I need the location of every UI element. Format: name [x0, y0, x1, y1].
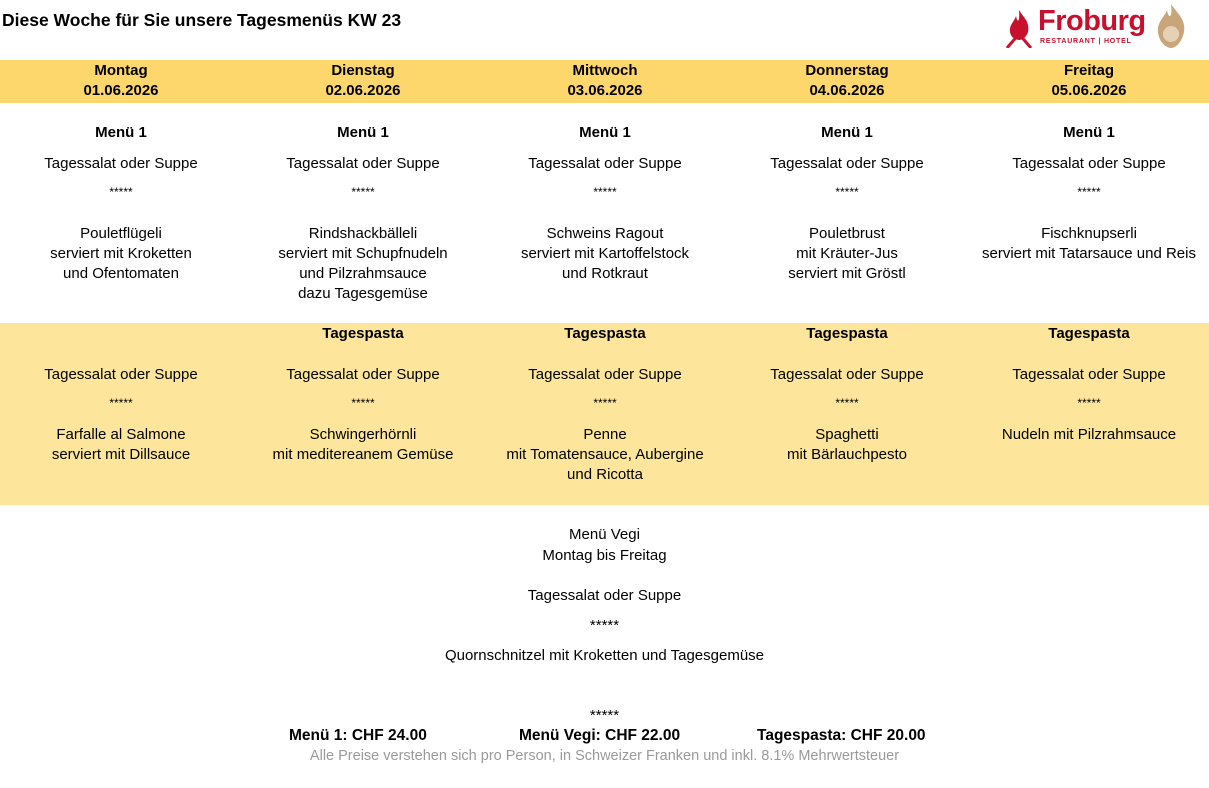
pasta-main: [968, 425, 1209, 445]
day-date: 04.06.2026: [809, 82, 885, 99]
pasta-starter: Tagessalat oder Suppe: [286, 366, 440, 383]
menu1-main-line: Schweins Ragout: [546, 225, 664, 242]
vegi-heading: Menü Vegi: [569, 526, 640, 543]
menu1-heading-cell: [968, 123, 1209, 143]
menu1-heading-cell: [726, 123, 968, 143]
menu1-heading: Menü 1: [821, 124, 873, 141]
pasta-main: [484, 425, 726, 485]
menu1-starter-cell: [0, 154, 242, 174]
pasta-starter: Tagessalat oder Suppe: [528, 366, 682, 383]
froburg-logo: [1004, 2, 1194, 52]
pasta-heading: Tagespasta: [564, 325, 646, 342]
menu1-starter-cell: [726, 154, 968, 174]
pasta-separator: *****: [593, 396, 617, 410]
menu1-main-line: Fischknupserli: [1041, 225, 1137, 242]
menu1-heading-cell: [0, 123, 242, 143]
vegi-starter: Tagessalat oder Suppe: [527, 587, 682, 604]
logo-brand-text: Froburg: [1038, 5, 1146, 37]
menu1-main: [242, 224, 484, 304]
logo-sub-text: RESTAURANT | HOTEL: [1040, 38, 1132, 45]
day-name: Donnerstag: [805, 62, 889, 79]
day-name: Dienstag: [331, 62, 395, 79]
menu1-starter-cell: [968, 154, 1209, 174]
pasta-starter-cell: [968, 365, 1209, 385]
pasta-starter-cell: [726, 365, 968, 385]
menu1-main-line: und Rotkraut: [562, 265, 648, 282]
menu1-main-line: serviert mit Gröstl: [788, 265, 906, 282]
pasta-heading-cell: [726, 324, 968, 344]
menu1-main-line: serviert mit Schupfnudeln: [278, 245, 448, 262]
pasta-separator: *****: [351, 396, 375, 410]
pasta-starter-cell: [0, 365, 242, 385]
menu1-separator-cell: [726, 184, 968, 200]
pasta-main-line: Farfalle al Salmone: [56, 426, 186, 443]
flame-logo-icon: [1004, 8, 1034, 48]
menu1-separator: *****: [835, 185, 859, 199]
pasta-main-line: serviert mit Dillsauce: [51, 446, 191, 463]
menu1-main-line: serviert mit Tatarsauce und Reis: [982, 245, 1196, 262]
menu1-starter: Tagessalat oder Suppe: [286, 155, 440, 172]
vegi-separator: *****: [589, 617, 620, 634]
pasta-separator-cell: [242, 395, 484, 411]
menu1-main-line: mit Kräuter-Jus: [796, 245, 898, 262]
day-date: 01.06.2026: [83, 82, 159, 99]
price-pasta: Tagespasta: CHF 20.00: [757, 727, 926, 744]
day-name: Montag: [94, 62, 148, 79]
pasta-main: [242, 425, 484, 465]
menu1-separator: *****: [109, 185, 133, 199]
menu1-heading: Menü 1: [95, 124, 147, 141]
page-title: Diese Woche für Sie unsere Tagesmenüs KW 23: [2, 10, 402, 30]
pasta-separator: *****: [835, 396, 859, 410]
menu1-separator-cell: [242, 184, 484, 200]
menu1-main-line: dazu Tagesgemüse: [298, 285, 428, 302]
pasta-main-line: Nudeln mit Pilzrahmsauce: [1001, 426, 1177, 443]
day-header: [968, 61, 1209, 101]
menu1-starter: Tagessalat oder Suppe: [44, 155, 198, 172]
pasta-separator-cell: [0, 395, 242, 411]
pasta-heading: Tagespasta: [806, 325, 888, 342]
price-vegi: Menü Vegi: CHF 22.00: [519, 727, 681, 744]
menu1-starter: Tagessalat oder Suppe: [1012, 155, 1166, 172]
menu1-separator-cell: [968, 184, 1209, 200]
menu1-main: [484, 224, 726, 284]
day-date: 02.06.2026: [325, 82, 401, 99]
menu1-main-line: serviert mit Kroketten: [50, 245, 192, 262]
menu1-main-line: und Pilzrahmsauce: [299, 265, 427, 282]
pasta-separator-cell: [968, 395, 1209, 411]
pasta-heading-cell: [484, 324, 726, 344]
pasta-separator-cell: [726, 395, 968, 411]
pasta-heading-cell: [242, 324, 484, 344]
menu1-separator-cell: [484, 184, 726, 200]
pasta-starter-cell: [242, 365, 484, 385]
pasta-main-line: und Ricotta: [567, 466, 643, 483]
menu1-main-line: Pouletbrust: [809, 225, 885, 242]
menu1-main: [0, 224, 242, 284]
menu1-starter-cell: [484, 154, 726, 174]
day-header: [242, 61, 484, 101]
day-name: Freitag: [1063, 62, 1114, 79]
menu1-starter: Tagessalat oder Suppe: [528, 155, 682, 172]
menu1-main: [726, 224, 968, 284]
menu1-main: [968, 224, 1209, 264]
menu1-main-line: und Ofentomaten: [63, 265, 179, 282]
vegi-main: Quornschnitzel mit Kroketten und Tagesgemüse: [444, 647, 765, 664]
menu1-separator: *****: [593, 185, 617, 199]
menu1-heading-cell: [484, 123, 726, 143]
vegi-subheading: Montag bis Freitag: [542, 547, 667, 564]
pasta-main-line: Spaghetti: [815, 426, 879, 443]
day-header: [726, 61, 968, 101]
pasta-starter: Tagessalat oder Suppe: [770, 366, 924, 383]
pasta-separator-cell: [484, 395, 726, 411]
menu1-heading: Menü 1: [579, 124, 631, 141]
menu1-heading: Menü 1: [1063, 124, 1115, 141]
pasta-starter-cell: [484, 365, 726, 385]
pasta-main-line: mit Bärlauchpesto: [786, 446, 908, 463]
footer-separator: *****: [589, 707, 620, 724]
gold-flame-emblem-icon: [1152, 2, 1190, 50]
day-header: [484, 61, 726, 101]
menu1-separator: *****: [1077, 185, 1101, 199]
pasta-heading: Tagespasta: [322, 325, 404, 342]
menu1-main-line: Rindshackbälleli: [308, 225, 418, 242]
price-menu1: Menü 1: CHF 24.00: [289, 727, 427, 744]
pasta-separator: *****: [109, 396, 133, 410]
pasta-main-line: mit meditereanem Gemüse: [272, 446, 454, 463]
day-header: [0, 61, 242, 101]
menu1-main-line: Pouletflügeli: [80, 225, 162, 242]
price-note: Alle Preise verstehen sich pro Person, in Schweizer Franken und inkl. 8.1% Mehrwertsteuer: [309, 748, 900, 764]
pasta-main-line: Schwingerhörnli: [309, 426, 417, 443]
day-date: 05.06.2026: [1051, 82, 1127, 99]
day-date: 03.06.2026: [567, 82, 643, 99]
menu1-heading: Menü 1: [337, 124, 389, 141]
menu1-starter: Tagessalat oder Suppe: [770, 155, 924, 172]
pasta-starter: Tagessalat oder Suppe: [44, 366, 198, 383]
pasta-main-line: mit Tomatensauce, Aubergine: [506, 446, 704, 463]
pasta-separator: *****: [1077, 396, 1101, 410]
menu1-separator-cell: [0, 184, 242, 200]
menu1-heading-cell: [242, 123, 484, 143]
pasta-main-line: Penne: [583, 426, 627, 443]
pasta-heading: Tagespasta: [1048, 325, 1130, 342]
pasta-main: [726, 425, 968, 465]
pasta-starter: Tagessalat oder Suppe: [1012, 366, 1166, 383]
day-name: Mittwoch: [572, 62, 638, 79]
pasta-heading-cell: [968, 324, 1209, 344]
menu1-separator: *****: [351, 185, 375, 199]
menu1-starter-cell: [242, 154, 484, 174]
menu1-main-line: serviert mit Kartoffelstock: [520, 245, 690, 262]
pasta-main: [0, 425, 242, 465]
